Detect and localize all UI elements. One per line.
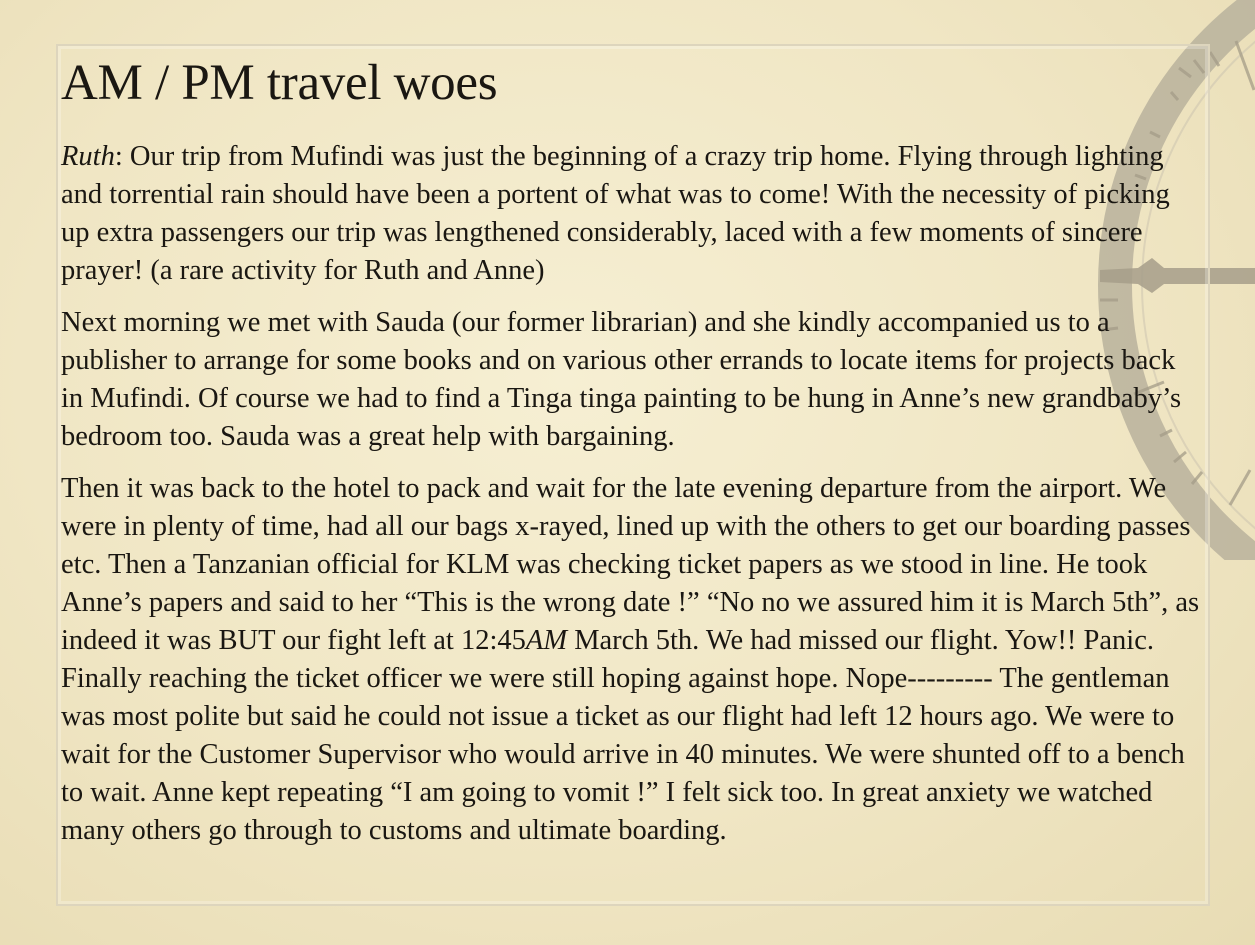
paragraph-ruth-text: : Our trip from Mufindi was just the beginning of a crazy trip home. Flying through lighting and torrential rain should have been a portent of what was to come! With the necessity of picking up extra passengers our trip was lengthened considerably, laced with a few moments of sincere prayer! (a rare activity for Ruth and Anne) [61,141,1170,286]
paragraph-ruth [61,138,1203,290]
am-emphasis: AM [525,625,568,656]
page-title: AM / PM travel woes [61,55,498,111]
article [61,52,1203,864]
speaker-name: Ruth [61,141,115,172]
paragraph-next-morning: Next morning we met with Sauda (our former librarian) and she kindly accompanied us to a publisher to arrange for some books and on various other errands to locate items for projects back in Mufindi. Of course we had to find a Tinga tinga painting to be hung in Anne’s new grandbaby’s bedroom too. Sauda was a great help with bargaining. [61,307,1182,452]
paragraph-airport-text-after: March 5th. We had missed our flight. Yow!! Panic. Finally reaching the ticket officer we were still hoping against hope. Nope--------- The gentleman was most polite but said he could not issue a ticket as our flight had left 12 hours ago. We were to wait for the Customer Supervisor who would arrive in 40 minutes. We were shunted off to a bench to wait. Anne kept repeating “I am going to vomit !” I felt sick too. In great anxiety we watched many others go through to customs and ultimate boarding. [61,625,1185,846]
paragraph-airport-text-before: Then it was back to the hotel to pack and wait for the late evening departure from the airport. We were in plenty of time, had all our bags x-rayed, lined up with the others to get our boarding passes etc. Then a Tanzanian official for KLM was checking ticket papers as we stood in line. He took Anne’s papers and said to her “This is the wrong date !” “No no we assured him it is March 5th”, as indeed it was BUT our fight left at 12:45 [61,473,1200,656]
paragraph-airport [61,470,1203,850]
